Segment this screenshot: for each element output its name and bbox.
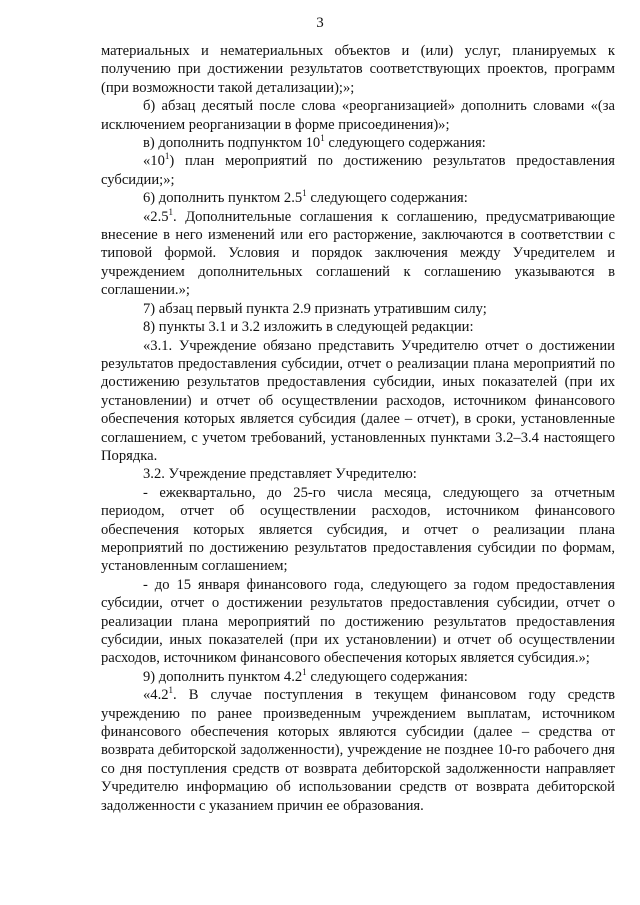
paragraph-text: . В случае поступления в текущем финансовом году средств учреждению по ранее произведенным учреждением выплатам, источником финансового обеспечения которых являются субсидии (далее – средства от возврата дебиторской задолженности), учреждение не позднее 10-го рабочего дня со дня поступления средств от возврата дебиторской задолженности направляет Учредителю информацию об использовании средств от возврата дебиторской задолженности с указанием причин ее образования. [101, 687, 615, 814]
document-body [101, 42, 615, 815]
superscript: 1 [168, 685, 174, 696]
paragraph-text: 6) дополнить пунктом 2.5 [143, 190, 303, 207]
paragraph [101, 134, 615, 152]
paragraph [101, 465, 615, 483]
paragraph-text: б) абзац десятый после слова «реорганизацией» дополнить словами «(за исключением реорганизации в форме присоединения)»; [101, 98, 615, 133]
paragraph-text: «4.2 [143, 687, 169, 704]
paragraph [101, 152, 615, 189]
paragraph [101, 189, 615, 207]
paragraph-text: «2.5 [143, 208, 169, 225]
paragraph [101, 484, 615, 576]
paragraph-text: 9) дополнить пунктом 4.2 [143, 668, 303, 685]
paragraph [101, 337, 615, 466]
paragraph-text: «3.1. Учреждение обязано представить Учредителю отчет о достижении результатов предоставления субсидии, отчет о реализации плана мероприятий по достижению результатов предоставления субсидии, иных показателей (при их установлении) и отчет об осуществлении расходов, источником финансового обеспечения которых является субсидия (далее – отчет), в сроки, установленные соглашением, с учетом требований, установленных пунктами 3.2–3.4 настоящего Порядка. [101, 337, 615, 464]
paragraph [101, 208, 615, 300]
superscript: 1 [168, 206, 174, 217]
paragraph-text: материальных и нематериальных объектов и (или) услуг, планируемых к получению при достижении результатов соответствующих проектов, программ (при возможности такой детализации);»; [101, 43, 615, 96]
paragraph-text: 3.2. Учреждение представляет Учредителю: [143, 466, 417, 483]
paragraph-text: следующего содержания: [324, 135, 486, 152]
paragraph-text: - до 15 января финансового года, следующего за годом предоставления субсидии, отчет о достижении результатов предоставления субсидии, отчет о реализации плана мероприятий по достижению результатов предоставления субсидии, иных показателей (при их установлении) и отчет об осуществлении расходов, источником финансового обеспечения которых является субсидия.»; [101, 576, 615, 667]
paragraph [101, 686, 615, 815]
paragraph-text: «10 [143, 153, 165, 170]
superscript: 1 [320, 133, 325, 144]
paragraph-text: следующего содержания: [306, 668, 468, 685]
paragraph-text: следующего содержания: [306, 190, 468, 207]
paragraph [101, 300, 615, 318]
paragraph [101, 318, 615, 336]
paragraph-text: ) план мероприятий по достижению результатов предоставления субсидии;»; [101, 153, 615, 188]
superscript: 1 [302, 666, 307, 677]
paragraph-text: . Дополнительные соглашения к соглашению, предусматривающие внесение в него изменений или его расторжение, заключаются в соответствии с типовой формой. Условия и порядок заключения между Учредителем и учреждением дополнительных соглашений к соглашению указываются в соглашении.»; [101, 208, 615, 299]
page-number: 3 [316, 15, 324, 31]
paragraph [101, 97, 615, 134]
paragraph-text: 7) абзац первый пункта 2.9 признать утратившим силу; [143, 300, 487, 317]
paragraph-text: - ежеквартально, до 25-го числа месяца, следующего за отчетным периодом, отчет об осуществлении расходов, источником финансового обеспечения которых является субсидия, и отчет о реализации плана мероприятий по достижению результатов предоставления субсидии по формам, установленным соглашением; [101, 484, 615, 575]
superscript: 1 [164, 151, 170, 162]
paragraph-text: в) дополнить подпунктом 10 [143, 135, 321, 152]
superscript: 1 [302, 188, 307, 199]
paragraph [101, 42, 615, 97]
paragraph [101, 668, 615, 686]
paragraph-text: 8) пункты 3.1 и 3.2 изложить в следующей редакции: [143, 319, 474, 336]
paragraph [101, 576, 615, 668]
